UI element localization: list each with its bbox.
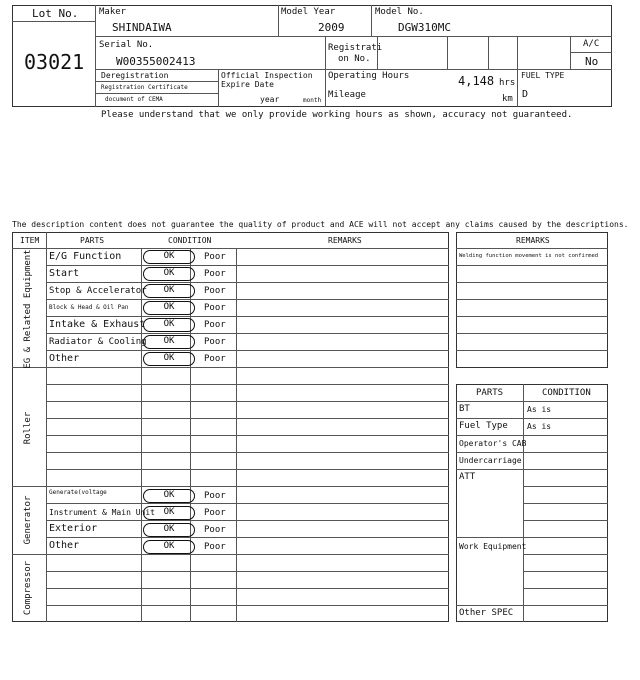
part-generate-voltage: Generate(voltage — [49, 489, 107, 496]
poor-label: Poor — [204, 508, 226, 518]
part-block-head: Block & Head & Oil Pan — [49, 304, 129, 311]
expire-date-label: Expire Date — [221, 80, 274, 89]
right-part-fuel-type: Fuel Type — [459, 421, 508, 431]
section-title-eg: EG & Related Equipment — [23, 249, 33, 369]
model-year-label: Model Year — [281, 7, 336, 17]
part-other-gen: Other — [49, 540, 80, 551]
ok-mark: OK — [143, 523, 195, 537]
registration-label: Registrati — [328, 43, 383, 53]
part-radiator-cooling: Radiator & Cooling — [49, 337, 147, 347]
right-parts-header: PARTS — [476, 388, 504, 398]
official-inspection-label: Official Inspection — [221, 71, 313, 80]
year-label: year — [260, 95, 280, 104]
right-condition-bt: As is — [527, 405, 552, 414]
reg-cert-label: Registration Certificate — [101, 84, 188, 91]
ok-mark: OK — [143, 284, 195, 298]
mileage-label: Mileage — [328, 90, 366, 100]
work-equipment-label: Work Equipment — [459, 542, 527, 551]
part-intake-exhaust: Intake & Exhaust — [49, 319, 146, 330]
ok-mark: OK — [143, 506, 195, 520]
poor-label: Poor — [204, 286, 226, 296]
ok-mark: OK — [143, 250, 195, 264]
month-label: month — [303, 97, 322, 104]
maker-label: Maker — [99, 7, 127, 17]
hrs-unit: hrs — [499, 78, 516, 88]
doc-cema-label: document of CEMA — [105, 96, 163, 103]
fuel-type-value: D — [522, 89, 529, 100]
poor-label: Poor — [204, 252, 226, 262]
poor-label: Poor — [204, 491, 226, 501]
condition-header: CONDITION — [168, 236, 212, 245]
serial-label: Serial No. — [99, 40, 154, 50]
part-other-eg: Other — [49, 353, 80, 364]
section-title-generator: Generator — [23, 495, 33, 545]
ac-label: A/C — [583, 39, 600, 49]
ok-mark: OK — [143, 540, 195, 554]
right-condition-header: CONDITION — [542, 388, 591, 398]
disclaimer: The description content does not guarantee the quality of product and ACE will not accept any claims caused by the descriptions. — [12, 220, 629, 229]
right-part-bt: BT — [459, 404, 470, 414]
lot-no-label: Lot No. — [32, 7, 79, 20]
poor-label: Poor — [204, 303, 226, 313]
ok-mark: OK — [143, 267, 195, 281]
model-year-value: 2009 — [318, 21, 345, 34]
right-part-undercarriage: Undercarriage — [459, 456, 522, 465]
poor-label: Poor — [204, 525, 226, 535]
ok-mark: OK — [143, 489, 195, 503]
operating-hours-label: Operating Hours — [328, 71, 410, 81]
part-start: Start — [49, 268, 80, 279]
poor-label: Poor — [204, 354, 226, 364]
operating-hours-value: 4,148 — [458, 74, 495, 88]
other-spec-label: Other SPEC — [459, 608, 514, 618]
km-unit: km — [502, 94, 513, 104]
parts-header: PARTS — [80, 236, 105, 245]
item-header: ITEM — [20, 236, 40, 245]
part-exterior: Exterior — [49, 523, 98, 534]
section-title-roller: Roller — [23, 411, 33, 445]
part-instrument-main-unit: Instrument & Main Unit — [49, 508, 155, 517]
model-no-value: DGW310MC — [398, 21, 451, 34]
ok-mark: OK — [143, 301, 195, 315]
registration-label-2: on No. — [338, 54, 371, 64]
poor-label: Poor — [204, 269, 226, 279]
right-part-att: ATT — [459, 472, 476, 482]
poor-label: Poor — [204, 337, 226, 347]
serial-value: W00355002413 — [116, 55, 196, 68]
ac-value: No — [585, 55, 599, 68]
maker-value: SHINDAIWA — [112, 21, 172, 34]
section-title-compressor: Compressor — [23, 560, 33, 616]
right-part-operators-cab: Operator's CAB — [459, 439, 527, 448]
right-remarks-header: REMARKS — [516, 236, 550, 245]
deregistration-label: Deregistration — [101, 71, 169, 80]
fuel-type-label: FUEL TYPE — [521, 71, 565, 80]
poor-label: Poor — [204, 542, 226, 552]
model-no-label: Model No. — [375, 7, 424, 17]
remarks-header: REMARKS — [328, 236, 362, 245]
right-condition-fuel-type: As is — [527, 422, 552, 431]
welding-note: Welding function movement is not confirmed — [459, 253, 599, 259]
ok-mark: OK — [143, 352, 195, 366]
part-eg-function: E/G Function — [49, 251, 122, 262]
lot-no-value: 03021 — [24, 50, 85, 74]
accuracy-note: Please understand that we only provide working hours as shown, accuracy not guaranteed. — [101, 110, 573, 120]
ok-mark: OK — [143, 335, 195, 349]
poor-label: Poor — [204, 320, 226, 330]
part-stop-accelerator: Stop & Accelerator — [49, 286, 147, 296]
ok-mark: OK — [143, 318, 195, 332]
